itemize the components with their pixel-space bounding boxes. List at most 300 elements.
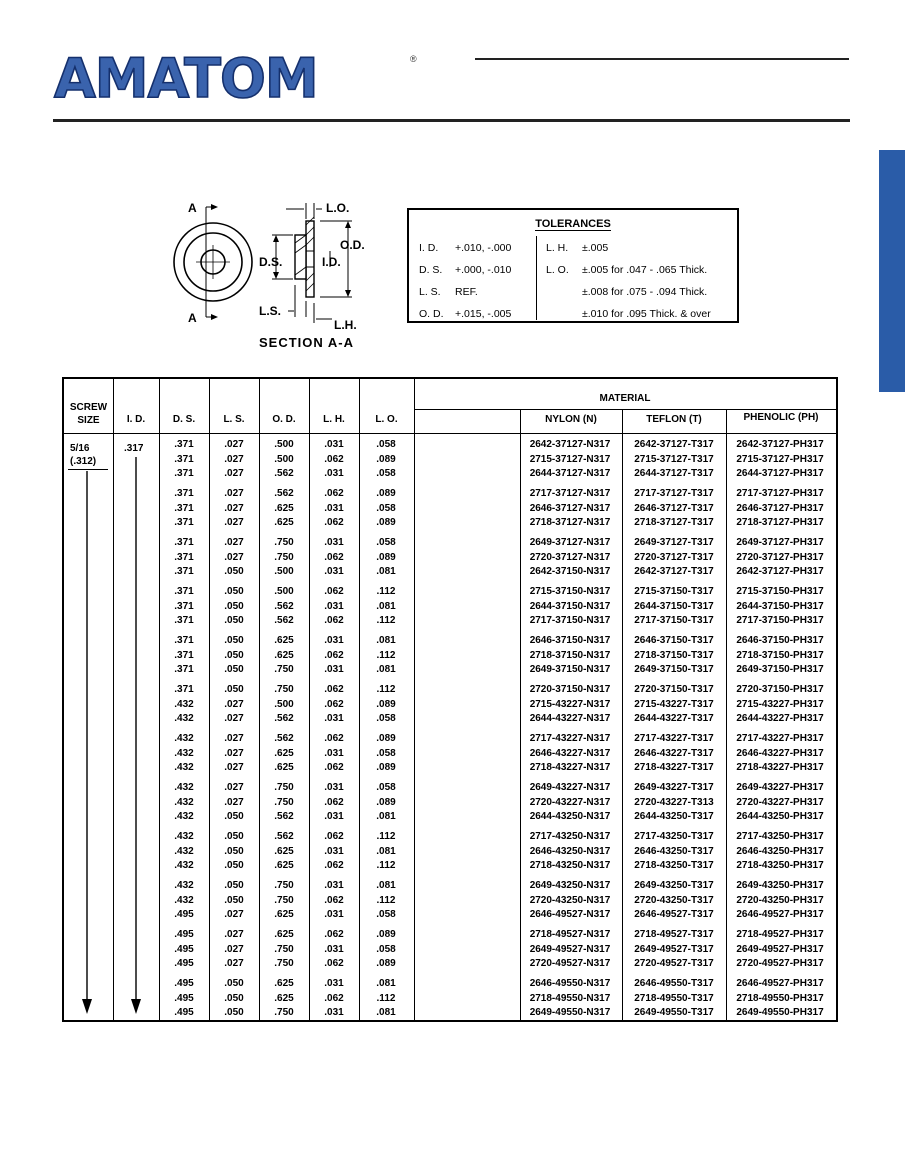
lh-cell: .062 [324,698,344,710]
ls-cell: .027 [224,488,244,499]
lh-cell: .031 [324,811,344,822]
teflon-part-cell: 2649-49550-T317 [634,1007,714,1018]
ls-cell: .050 [224,880,244,891]
teflon-part-cell: 2717-37127-T317 [634,488,714,499]
lo-cell: .112 [376,831,396,842]
nylon-part-cell: 2649-49550-N317 [529,1007,611,1018]
ds-cell: .371 [174,684,194,695]
od-cell: .750 [274,880,294,891]
tol-right-label: L. O. [546,264,569,276]
ds-cell: .495 [174,1007,194,1018]
teflon-part-cell: 2717-43250-T317 [634,831,714,842]
tol-left-label: D. S. [419,264,443,276]
od-cell: .625 [274,909,294,920]
lo-cell: .058 [376,782,396,793]
ds-cell: .371 [174,635,194,646]
lo-cell: .112 [376,992,396,1004]
header-screw-size: SCREW SIZE [69,402,108,426]
header-material: MATERIAL [599,393,651,404]
od-cell: .500 [274,566,294,577]
ds-cell: .371 [174,566,194,577]
teflon-part-cell: 2644-37150-T317 [634,600,714,612]
tol-left-label: O. D. [419,308,444,320]
lh-cell: .062 [324,488,344,499]
ls-cell: .050 [224,600,244,612]
od-cell: .562 [274,488,294,499]
ls-cell: .027 [224,439,244,450]
nylon-part-cell: 2717-37127-N317 [529,488,611,499]
amatom-logo [54,47,419,110]
ls-cell: .050 [224,649,244,661]
lo-cell: .089 [376,453,396,465]
lh-cell: .062 [324,860,344,871]
lo-cell: .089 [376,517,396,528]
nylon-part-cell: 2642-37150-N317 [529,566,611,577]
phenolic-part-cell: 2715-37127-PH317 [736,453,824,465]
teflon-part-cell: 2644-43227-T317 [634,713,714,724]
ls-cell: .050 [224,992,244,1004]
ds-cell: .371 [174,551,194,563]
arrow-down-icon [130,457,142,1015]
od-cell: .750 [274,684,294,695]
phenolic-part-cell: 2644-37150-PH317 [736,600,824,612]
teflon-part-cell: 2720-43250-T317 [634,894,714,906]
nylon-part-cell: 2718-37150-N317 [529,649,611,661]
phenolic-part-cell: 2718-43250-PH317 [736,860,824,871]
header-teflon: TEFLON (T) [646,414,702,425]
od-cell: .625 [274,929,294,940]
lo-cell: .089 [376,929,396,940]
od-cell: .750 [274,1007,294,1018]
header-id: I. D. [126,414,146,425]
od-cell: .625 [274,747,294,759]
lh-cell: .031 [324,468,344,479]
tol-right-value: ±.005 for .047 - .065 Thick. [582,264,708,276]
lo-cell: .112 [376,894,396,906]
label-a-top: A [188,201,197,215]
ds-cell: .432 [174,733,194,744]
lh-cell: .031 [324,566,344,577]
lo-cell: .058 [376,439,396,450]
teflon-part-cell: 2646-37150-T317 [634,635,714,646]
ds-cell: .432 [174,831,194,842]
lh-cell: .031 [324,502,344,514]
ds-cell: .432 [174,762,194,773]
header-od: O. D. [272,414,296,425]
ds-cell: .495 [174,992,194,1004]
ls-cell: .050 [224,664,244,675]
lh-cell: .062 [324,517,344,528]
lo-cell: .081 [376,566,396,577]
lo-cell: .081 [376,880,396,891]
teflon-part-cell: 2646-49550-T317 [634,978,714,989]
ds-cell: .432 [174,811,194,822]
tol-right-value: ±.010 for .095 Thick. & over [582,308,711,320]
lo-cell: .081 [376,978,396,989]
teflon-part-cell: 2717-37150-T317 [634,615,714,626]
teflon-part-cell: 2644-43250-T317 [634,811,714,822]
screw-size-fraction: 5/16 [70,443,90,454]
od-cell: .562 [274,733,294,744]
id-value: .317 [124,443,144,454]
lh-cell: .062 [324,733,344,744]
lo-cell: .089 [376,958,396,969]
od-cell: .500 [274,698,294,710]
lo-cell: .058 [376,747,396,759]
lh-cell: .062 [324,929,344,940]
nylon-part-cell: 2715-43227-N317 [529,698,611,710]
nylon-part-cell: 2720-43227-N317 [529,796,611,808]
lh-cell: .062 [324,684,344,695]
ds-cell: .495 [174,909,194,920]
ls-cell: .050 [224,978,244,989]
label-lh: L.H. [334,318,357,332]
od-cell: .625 [274,635,294,646]
lh-cell: .062 [324,894,344,906]
col-divider [359,379,360,1020]
lo-cell: .112 [376,649,396,661]
tol-left-label: L. S. [419,286,441,298]
ds-cell: .432 [174,782,194,793]
nylon-part-cell: 2649-37150-N317 [529,664,611,675]
lh-cell: .062 [324,586,344,597]
label-lo: L.O. [326,201,350,215]
nylon-part-cell: 2720-49527-N317 [529,958,611,969]
ds-cell: .495 [174,943,194,955]
col-divider [726,409,727,1020]
ds-cell: .432 [174,747,194,759]
od-cell: .562 [274,713,294,724]
nylon-part-cell: 2646-49550-N317 [529,978,611,989]
phenolic-part-cell: 2642-37127-PH317 [736,566,824,577]
teflon-part-cell: 2649-37127-T317 [634,537,714,548]
ds-cell: .432 [174,894,194,906]
lo-cell: .089 [376,551,396,563]
lh-cell: .031 [324,713,344,724]
phenolic-part-cell: 2649-43227-PH317 [736,782,824,793]
phenolic-part-cell: 2720-37127-PH317 [736,551,824,563]
ls-cell: .027 [224,929,244,940]
od-cell: .625 [274,517,294,528]
od-cell: .562 [274,600,294,612]
screw-size-decimal: (.312) [70,456,97,467]
nylon-part-cell: 2720-43250-N317 [529,894,611,906]
lo-cell: .089 [376,796,396,808]
teflon-part-cell: 2720-43227-T313 [634,796,714,808]
lo-cell: .081 [376,635,396,646]
od-cell: .562 [274,831,294,842]
nylon-part-cell: 2717-43227-N317 [529,733,611,744]
nylon-part-cell: 2646-37150-N317 [529,635,611,646]
lh-cell: .031 [324,880,344,891]
ds-cell: .432 [174,713,194,724]
ls-cell: .027 [224,958,244,969]
header-lo: L. O. [375,414,398,425]
ls-cell: .050 [224,894,244,906]
teflon-part-cell: 2720-37127-T317 [634,551,714,563]
lh-cell: .062 [324,551,344,563]
phenolic-part-cell: 2715-37150-PH317 [736,586,824,597]
nylon-part-cell: 2720-37127-N317 [529,551,611,563]
ls-cell: .050 [224,615,244,626]
phenolic-part-cell: 2720-49527-PH317 [736,958,824,969]
ls-cell: .050 [224,1007,244,1018]
ds-cell: .432 [174,845,194,857]
phenolic-part-cell: 2649-37127-PH317 [736,537,824,548]
nylon-part-cell: 2649-43250-N317 [529,880,611,891]
ds-cell: .371 [174,649,194,661]
ls-cell: .027 [224,782,244,793]
registered-mark: ® [410,54,417,64]
lh-cell: .062 [324,453,344,465]
teflon-part-cell: 2715-37150-T317 [634,586,714,597]
lh-cell: .062 [324,762,344,773]
lo-cell: .089 [376,488,396,499]
ds-cell: .371 [174,600,194,612]
ds-cell: .432 [174,796,194,808]
tol-left-value: +.010, -.000 [455,242,512,254]
side-tab [879,150,905,392]
ds-cell: .371 [174,453,194,465]
teflon-part-cell: 2715-37127-T317 [634,453,714,465]
od-cell: .750 [274,537,294,548]
tol-left-label: I. D. [419,242,439,254]
lo-cell: .112 [376,586,396,597]
nylon-part-cell: 2715-37150-N317 [529,586,611,597]
ds-cell: .495 [174,978,194,989]
nylon-part-cell: 2646-37127-N317 [529,502,611,514]
label-ds: D.S. [259,255,283,269]
ls-cell: .027 [224,537,244,548]
ls-cell: .050 [224,586,244,597]
ds-cell: .495 [174,929,194,940]
arrow-down-icon [81,471,93,1015]
nylon-part-cell: 2646-49527-N317 [529,909,611,920]
ls-cell: .027 [224,468,244,479]
lo-cell: .081 [376,600,396,612]
nylon-part-cell: 2644-37127-N317 [529,468,611,479]
ds-cell: .371 [174,615,194,626]
lo-cell: .112 [376,684,396,695]
teflon-part-cell: 2649-37150-T317 [634,664,714,675]
ls-cell: .027 [224,909,244,920]
lh-cell: .031 [324,537,344,548]
phenolic-part-cell: 2646-37150-PH317 [736,635,824,646]
phenolic-part-cell: 2646-43250-PH317 [736,845,824,857]
teflon-part-cell: 2649-43227-T317 [634,782,714,793]
logo-text: AMATOM [54,47,318,110]
ls-cell: .027 [224,733,244,744]
nylon-part-cell: 2717-43250-N317 [529,831,611,842]
od-cell: .750 [274,782,294,793]
header-divider [64,433,836,434]
teflon-part-cell: 2642-37127-T317 [634,439,714,450]
tolerances-box [407,208,739,323]
nylon-part-cell: 2646-43227-N317 [529,747,611,759]
lh-cell: .062 [324,796,344,808]
phenolic-part-cell: 2649-37150-PH317 [736,664,824,675]
col-divider [113,379,114,1020]
phenolic-part-cell: 2718-37150-PH317 [736,649,824,661]
ls-cell: .027 [224,698,244,710]
teflon-part-cell: 2720-37150-T317 [634,684,714,695]
phenolic-part-cell: 2646-49527-PH317 [736,978,824,989]
teflon-part-cell: 2718-37127-T317 [634,517,714,528]
nylon-part-cell: 2644-43227-N317 [529,713,611,724]
od-cell: .750 [274,894,294,906]
teflon-part-cell: 2646-49527-T317 [634,909,714,920]
lo-cell: .058 [376,468,396,479]
lh-cell: .062 [324,649,344,661]
ls-cell: .027 [224,747,244,759]
nylon-part-cell: 2718-43227-N317 [529,762,611,773]
ls-cell: .027 [224,943,244,955]
phenolic-part-cell: 2642-37127-PH317 [736,439,824,450]
lo-cell: .058 [376,537,396,548]
lh-cell: .031 [324,664,344,675]
lo-cell: .058 [376,909,396,920]
nylon-part-cell: 2644-43250-N317 [529,811,611,822]
tol-right-label: L. H. [546,242,569,254]
teflon-part-cell: 2649-49527-T317 [634,943,714,955]
part-table [62,377,838,1022]
phenolic-part-cell: 2718-37127-PH317 [736,517,824,528]
label-a-bottom: A [188,311,197,325]
label-id: I.D. [322,255,341,269]
ls-cell: .050 [224,566,244,577]
lh-cell: .031 [324,909,344,920]
tolerances-divider [536,236,537,320]
od-cell: .625 [274,649,294,661]
phenolic-part-cell: 2715-43227-PH317 [736,698,824,710]
lh-cell: .031 [324,747,344,759]
nylon-part-cell: 2649-37127-N317 [529,537,611,548]
tol-left-value: +.015, -.005 [455,308,512,320]
od-cell: .562 [274,468,294,479]
od-cell: .500 [274,586,294,597]
phenolic-part-cell: 2717-43250-PH317 [736,831,824,842]
ds-cell: .371 [174,537,194,548]
nylon-part-cell: 2717-37150-N317 [529,615,611,626]
lo-cell: .112 [376,615,396,626]
header-phenolic: PHENOLIC (PH) [743,412,819,423]
lh-cell: .031 [324,600,344,612]
material-divider [414,409,836,410]
teflon-part-cell: 2642-37127-T317 [634,566,714,577]
ls-cell: .027 [224,713,244,724]
nylon-part-cell: 2718-49550-N317 [529,992,611,1004]
phenolic-part-cell: 2644-43250-PH317 [736,811,824,822]
ds-cell: .371 [174,517,194,528]
ds-cell: .432 [174,698,194,710]
lh-cell: .031 [324,439,344,450]
ls-cell: .050 [224,831,244,842]
ls-cell: .050 [224,811,244,822]
header-rule-short [475,58,849,60]
lo-cell: .058 [376,713,396,724]
tol-right-value: ±.008 for .075 - .094 Thick. [582,286,708,298]
lh-cell: .062 [324,958,344,969]
lo-cell: .058 [376,502,396,514]
lo-cell: .089 [376,733,396,744]
header-ds: D. S. [172,414,196,425]
teflon-part-cell: 2646-43227-T317 [634,747,714,759]
nylon-part-cell: 2646-43250-N317 [529,845,611,857]
nylon-part-cell: 2642-37127-N317 [529,439,611,450]
header-rule [53,119,850,122]
phenolic-part-cell: 2646-49527-PH317 [736,909,824,920]
teflon-part-cell: 2649-43250-T317 [634,880,714,891]
od-cell: .562 [274,615,294,626]
ds-cell: .371 [174,488,194,499]
od-cell: .750 [274,796,294,808]
teflon-part-cell: 2646-43250-T317 [634,845,714,857]
ls-cell: .027 [224,762,244,773]
lh-cell: .031 [324,978,344,989]
phenolic-part-cell: 2649-43250-PH317 [736,880,824,891]
lo-cell: .081 [376,664,396,675]
phenolic-part-cell: 2649-49550-PH317 [736,1007,824,1018]
ls-cell: .050 [224,845,244,857]
od-cell: .625 [274,860,294,871]
phenolic-part-cell: 2720-37150-PH317 [736,684,824,695]
phenolic-part-cell: 2718-43227-PH317 [736,762,824,773]
lo-cell: .081 [376,811,396,822]
ls-cell: .050 [224,635,244,646]
phenolic-part-cell: 2720-43227-PH317 [736,796,824,808]
ls-cell: .027 [224,517,244,528]
od-cell: .625 [274,992,294,1004]
phenolic-part-cell: 2646-43227-PH317 [736,747,824,759]
od-cell: .750 [274,958,294,969]
lo-cell: .058 [376,943,396,955]
od-cell: .500 [274,453,294,465]
lo-cell: .089 [376,762,396,773]
phenolic-part-cell: 2717-37127-PH317 [736,488,824,499]
teflon-part-cell: 2718-49527-T317 [634,929,714,940]
lo-cell: .081 [376,1007,396,1018]
nylon-part-cell: 2718-49527-N317 [529,929,611,940]
lh-cell: .031 [324,782,344,793]
lh-cell: .031 [324,635,344,646]
tol-right-value: ±.005 [582,242,609,254]
teflon-part-cell: 2717-43227-T317 [634,733,714,744]
nylon-part-cell: 2644-37150-N317 [529,600,611,612]
ds-cell: .371 [174,502,194,514]
teflon-part-cell: 2718-43227-T317 [634,762,714,773]
teflon-part-cell: 2646-37127-T317 [634,502,714,514]
label-ls: L.S. [259,304,282,318]
od-cell: .500 [274,439,294,450]
od-cell: .750 [274,551,294,563]
phenolic-part-cell: 2718-49550-PH317 [736,992,824,1004]
od-cell: .625 [274,845,294,857]
ds-cell: .371 [174,586,194,597]
teflon-part-cell: 2718-49550-T317 [634,992,714,1004]
phenolic-part-cell: 2717-37150-PH317 [736,615,824,626]
nylon-part-cell: 2720-37150-N317 [529,684,611,695]
od-cell: .625 [274,978,294,989]
lo-cell: .089 [376,698,396,710]
ls-cell: .050 [224,684,244,695]
lh-cell: .062 [324,831,344,842]
lo-cell: .112 [376,860,396,871]
header-ls: L. S. [223,414,245,425]
ds-cell: .371 [174,439,194,450]
tolerances-title: TOLERANCES [535,218,611,230]
lh-cell: .031 [324,943,344,955]
lh-cell: .062 [324,615,344,626]
